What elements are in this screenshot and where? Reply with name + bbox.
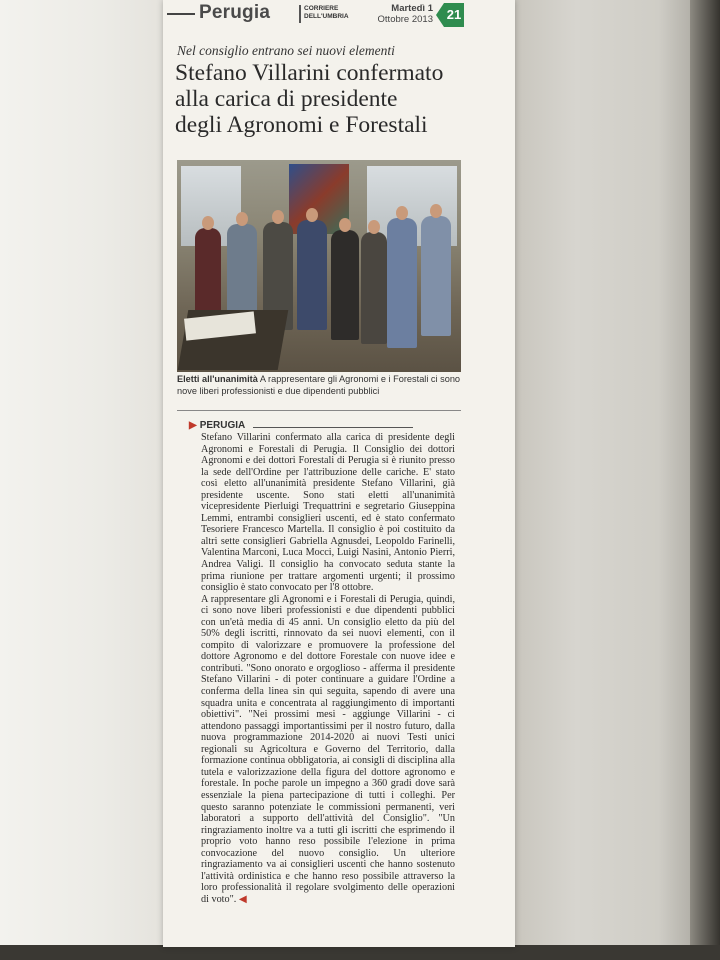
article-dateline xyxy=(189,420,245,431)
background-edge xyxy=(690,0,720,960)
article-headline xyxy=(175,60,505,138)
article-paragraph-text: A rappresentare gli Agronomi e i Forestali di Perugia, quindi, ci sono nove liberi professionisti e due dipendenti pubblici con un'età media di 45 anni. Un consiglio eletto da più del 50% degli iscritti, rinnovato da sei nuovi elementi, con il compito di valorizzare e promuovere la professione del dottore Agronomo e del dottore Forestale con nuove idee e contributi. "Sono onorato e orgoglioso - afferma il presidente Stefano Villarini - di poter continuare a guidare l'Ordine a conferma della linea sin qui seguita, sapendo di avere una squadra unita e concentrata al raggiungimento di importanti obiettivi". "Nei prossimi mesi - aggiunge Villarini - ci attendono passaggi importantissimi per il nostro futuro, dalla nuova programmazione 2014-2020 ai nuovi Testi unici regionali su Agricoltura e Governo del Territorio, dalla formazione continua obbligatoria, ai consigli di disciplina alla tutela e valorizzazione della figura del dottore agronomo e forestale. In poche parole un impegno a 360 gradi dove sarà essenziale la piena partecipazione di tutti i colleghi. Per questo saranno potenziate le commissioni permanenti, veri laboratori a supporto dell'attività del Consiglio". "Un ringraziamento inoltre va a tutti gli iscritti che esprimendo il proprio voto hanno reso possibile l'elezione in prima convocazione del nuovo consiglio. Un ulteriore ringraziamento va ai consiglieri uscenti che hanno sostenuto l'attività ordinistica e che hanno reso possibile attraverso la loro professionalità il regolare svolgimento delle operazioni di voto". xyxy=(201,593,455,905)
photo-person xyxy=(331,230,359,340)
headline-line: alla carica di presidente xyxy=(175,86,398,112)
photo-person-head xyxy=(306,208,318,222)
issue-date xyxy=(357,3,433,25)
photo-person-head xyxy=(368,220,380,234)
page-number-badge xyxy=(436,3,462,27)
caption-title: Eletti all'unanimità xyxy=(177,374,258,384)
newspaper-clipping xyxy=(163,0,515,947)
article-body xyxy=(201,432,455,905)
end-mark-icon: ◀ xyxy=(238,893,247,905)
dateline-rule xyxy=(253,427,413,428)
dateline-arrow-icon: ▶ xyxy=(189,420,197,431)
photo-person xyxy=(387,218,417,348)
newspaper-logo: CORRIERE DELL'UMBRIA xyxy=(299,5,352,23)
caption-rule xyxy=(177,410,461,411)
photo-person-head xyxy=(430,204,442,218)
section-title: Perugia xyxy=(199,2,271,23)
photo-person-head xyxy=(396,206,408,220)
photo-person xyxy=(421,216,451,336)
dateline-text: PERUGIA xyxy=(199,420,246,431)
article-paragraph: Stefano Villarini confermato alla carica di presidente degli Agronomi e Forestali di Perugia. Il Consiglio dei dottori Agronomi e dei dottori Forestali di Perugia si è riunito presso la sede dell'Ordine per l'attribuzione delle cariche. E' stato così eletto all'unanimità presidente Stefano Villarini, già presidente uscente. Sono stati eletti all'unanimità vicepresidente Pierluigi Trequattrini e segretario Giuseppina Lemmi, entrambi consiglieri uscenti, ed è stato confermato Tesoriere Francesco Martella. Il consiglio è poi costituito da altri sette consiglieri Gabriella Agnusdei, Leopoldo Farinelli, Valentina Marconi, Luca Mocci, Luigi Nasini, Antonio Pierri, Andrea Valigi. Il consiglio ha convocato seduta stante la prima riunione per trattare argomenti urgenti; il prossimo consiglio è stato convocato per l'8 ottobre. xyxy=(201,432,455,594)
photo-person xyxy=(195,228,221,320)
article-paragraph xyxy=(201,594,455,906)
group-photo xyxy=(177,160,461,372)
headline-line: degli Agronomi e Forestali xyxy=(175,112,428,138)
photo-person xyxy=(361,232,387,344)
page-header xyxy=(163,0,515,30)
issue-day: Martedì 1 xyxy=(391,3,433,14)
issue-month-year: Ottobre 2013 xyxy=(377,14,433,25)
photo-person xyxy=(227,224,257,324)
photo-person-head xyxy=(236,212,248,226)
photo-caption xyxy=(177,374,467,397)
caption-text: A rappresentare gli Agronomi e i Forestali ci sono nove liberi professionisti e due dipendenti pubblici xyxy=(177,374,461,396)
badge-arrow xyxy=(436,3,444,27)
photo-person xyxy=(297,220,327,330)
background-bottom xyxy=(0,945,720,960)
photo-person-head xyxy=(339,218,351,232)
photo-person-head xyxy=(202,216,214,230)
article-kicker: Nel consiglio entrano sei nuovi elementi xyxy=(177,43,395,58)
header-rule xyxy=(167,13,195,15)
page-number: 21 xyxy=(444,3,464,27)
background-left xyxy=(0,0,170,960)
headline-line: Stefano Villarini confermato xyxy=(175,60,444,86)
photo-person-head xyxy=(272,210,284,224)
